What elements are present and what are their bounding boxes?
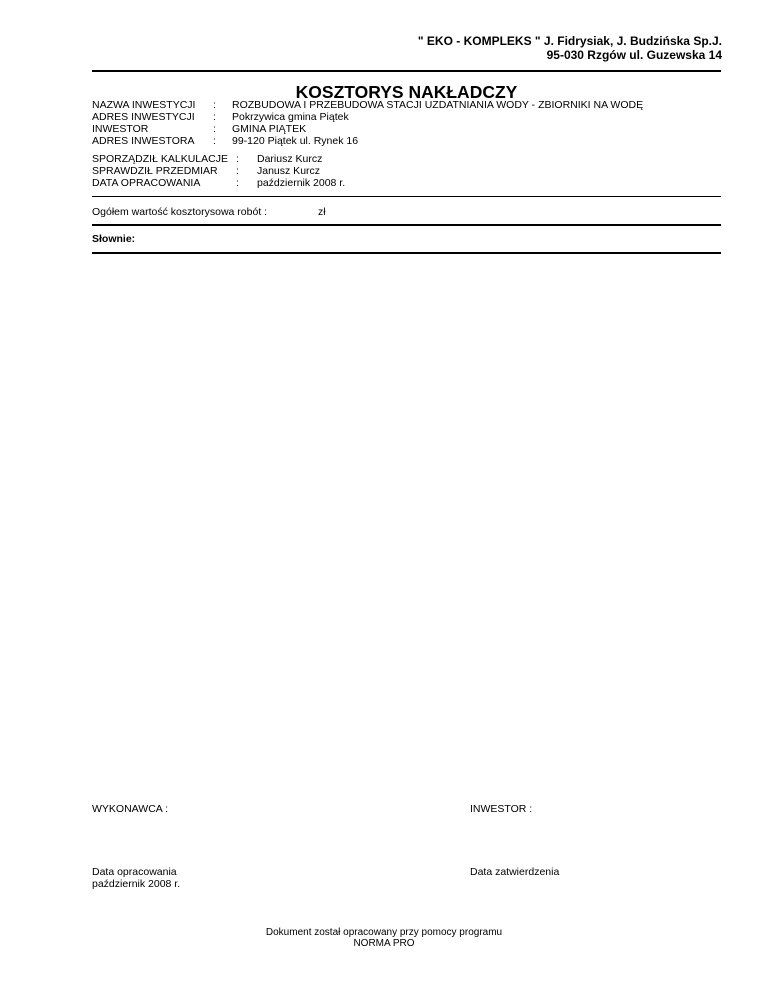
colon: : [236,165,239,177]
investment-name-value: ROZBUDOWA I PRZEBUDOWA STACJI UZDATNIANIA WODY - ZBIORNIKI NA WODĘ [232,99,644,111]
divider [92,224,721,226]
footer-program: NORMA PRO [353,938,415,949]
colon: : [236,153,239,165]
prepared-date-value: październik 2008 r. [92,878,181,890]
colon: : [236,177,239,189]
total-label: Ogółem wartość kosztorysowa robót : [92,206,268,218]
approval-date-label: Data zatwierdzenia [470,866,560,878]
checked-by-value: Janusz Kurcz [257,165,321,177]
company-name: " EKO - KOMPLEKS " J. Fidrysiak, J. Budzińska Sp.J. [417,34,722,48]
colon: : [213,135,216,147]
calculated-by-value: Dariusz Kurcz [257,153,323,165]
prepared-date-label: Data opracowania [92,866,177,878]
colon: : [213,111,216,123]
investor-signature-label: INWESTOR : [470,803,533,815]
investor-value: GMINA PIĄTEK [232,123,307,135]
header-divider [92,70,721,72]
calculated-by-label: SPORZĄDZIŁ KALKULACJE [92,153,228,165]
footer-note: Dokument został opracowany przy pomocy programu [265,927,503,938]
investment-name-label: NAZWA INWESTYCJI [92,99,196,111]
date-label: DATA OPRACOWANIA [92,177,201,189]
investment-address-label: ADRES INWESTYCJI [92,111,195,123]
amount-in-words-label: Słownie: [92,233,136,245]
company-address: 95-030 Rzgów ul. Guzewska 14 [546,48,722,62]
checked-by-label: SPRAWDZIŁ PRZEDMIAR [92,165,218,177]
investment-address-value: Pokrzywica gmina Piątek [232,111,349,123]
divider [92,252,721,254]
colon: : [213,123,216,135]
total-currency: zł [318,206,326,218]
colon: : [213,99,216,111]
investor-address-label: ADRES INWESTORA [92,135,195,147]
contractor-label: WYKONAWCA : [92,803,169,815]
investor-label: INWESTOR [92,123,149,135]
document-title: KOSZTORYS NAKŁADCZY [295,82,518,102]
date-value: październik 2008 r. [257,177,346,189]
investor-address-value: 99-120 Piątek ul. Rynek 16 [232,135,359,147]
divider [92,196,721,197]
